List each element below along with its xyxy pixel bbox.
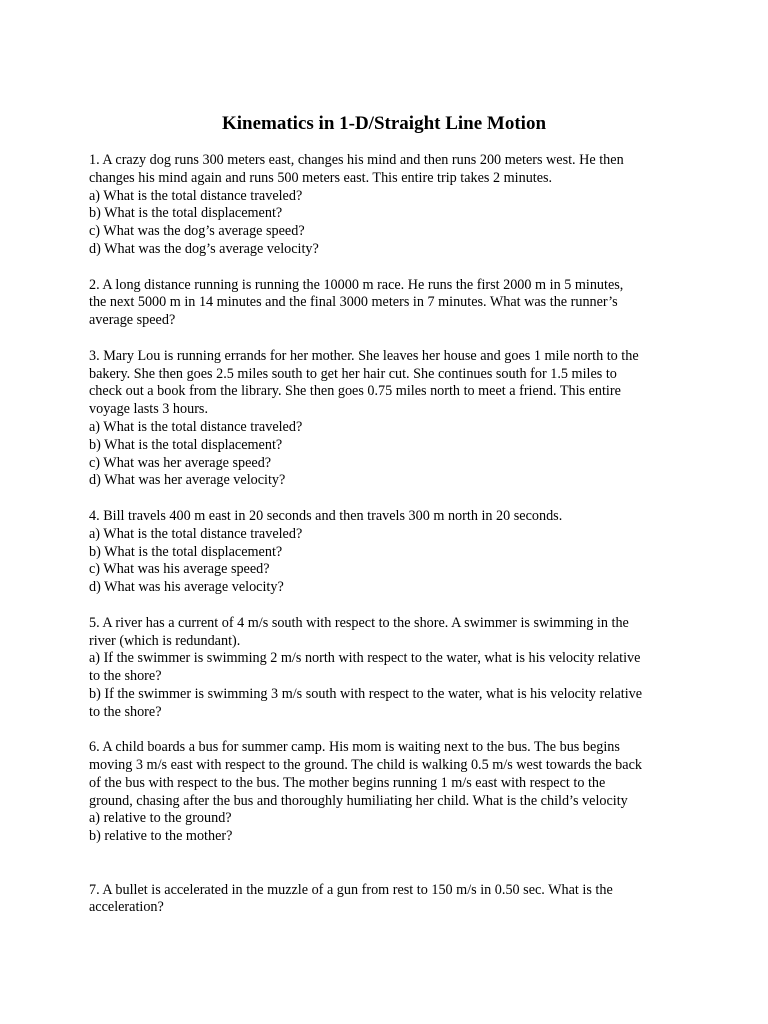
question-line: changes his mind again and runs 500 meters east. This entire trip takes 2 minutes. — [89, 169, 553, 186]
question-7 — [89, 882, 689, 918]
question-line: check out a book from the library. She then goes 0.75 miles north to meet a friend. This entire — [89, 383, 621, 400]
question-part: b) What is the total displacement? — [89, 436, 283, 453]
question-2 — [89, 277, 689, 330]
question-part: d) What was his average velocity? — [89, 579, 284, 596]
question-part: b) If the swimmer is swimming 3 m/s south with respect to the water, what is his velocity relative — [89, 685, 643, 702]
spacer — [89, 259, 689, 277]
question-part: to the shore? — [89, 703, 162, 720]
question-line: ground, chasing after the bus and thoroughly humiliating her child. What is the child’s velocity — [89, 792, 628, 809]
question-line: 2. A long distance running is running the 10000 m race. He runs the first 2000 m in 5 minutes, — [89, 276, 624, 293]
question-line: 4. Bill travels 400 m east in 20 seconds and then travels 300 m north in 20 seconds. — [89, 507, 563, 524]
question-3 — [89, 348, 689, 490]
question-6 — [89, 739, 689, 846]
spacer — [89, 597, 689, 615]
question-1 — [89, 152, 689, 259]
question-part: d) What was the dog’s average velocity? — [89, 240, 319, 257]
question-part: a) What is the total distance traveled? — [89, 187, 303, 204]
question-5 — [89, 615, 689, 722]
question-part: b) What is the total displacement? — [89, 543, 283, 560]
question-part: b) relative to the mother? — [89, 828, 233, 845]
spacer — [89, 490, 689, 508]
question-part: a) What is the total distance traveled? — [89, 525, 303, 542]
question-line: moving 3 m/s east with respect to the ground. The child is walking 0.5 m/s west towards the back — [89, 757, 642, 774]
question-part: c) What was his average speed? — [89, 561, 270, 578]
spacer — [89, 330, 689, 348]
question-part: c) What was the dog’s average speed? — [89, 223, 305, 240]
question-line: 6. A child boards a bus for summer camp. His mom is waiting next to the bus. The bus begins — [89, 739, 620, 756]
page-title: Kinematics in 1-D/Straight Line Motion — [221, 113, 547, 134]
question-4 — [89, 508, 689, 597]
question-part: to the shore? — [89, 668, 162, 685]
question-part: d) What was her average velocity? — [89, 472, 286, 489]
question-line: the next 5000 m in 14 minutes and the final 3000 meters in 7 minutes. What was the runner’s — [89, 294, 618, 311]
question-line: 5. A river has a current of 4 m/s south with respect to the shore. A swimmer is swimming in the — [89, 614, 629, 631]
question-line: 3. Mary Lou is running errands for her mother. She leaves her house and goes 1 mile north to the — [89, 347, 639, 364]
spacer — [89, 846, 689, 882]
question-line: 7. A bullet is accelerated in the muzzle of a gun from rest to 150 m/s in 0.50 sec. What is the — [89, 881, 613, 898]
question-line: voyage lasts 3 hours. — [89, 401, 209, 418]
question-part: a) What is the total distance traveled? — [89, 418, 303, 435]
question-part: c) What was her average speed? — [89, 454, 272, 471]
question-line: river (which is redundant). — [89, 632, 241, 649]
question-part: a) relative to the ground? — [89, 810, 232, 827]
question-part: a) If the swimmer is swimming 2 m/s north with respect to the water, what is his velocity relative — [89, 650, 641, 667]
worksheet-body — [89, 152, 689, 917]
question-line: acceleration? — [89, 899, 164, 916]
question-line: average speed? — [89, 312, 176, 329]
question-line: bakery. She then goes 2.5 miles south to get her hair cut. She continues south for 1.5 miles to — [89, 365, 617, 382]
question-part: b) What is the total displacement? — [89, 205, 283, 222]
question-line: 1. A crazy dog runs 300 meters east, changes his mind and then runs 200 meters west. He then — [89, 152, 624, 168]
question-line: of the bus with respect to the bus. The mother begins running 1 m/s east with respect to the — [89, 774, 606, 791]
spacer — [89, 722, 689, 740]
